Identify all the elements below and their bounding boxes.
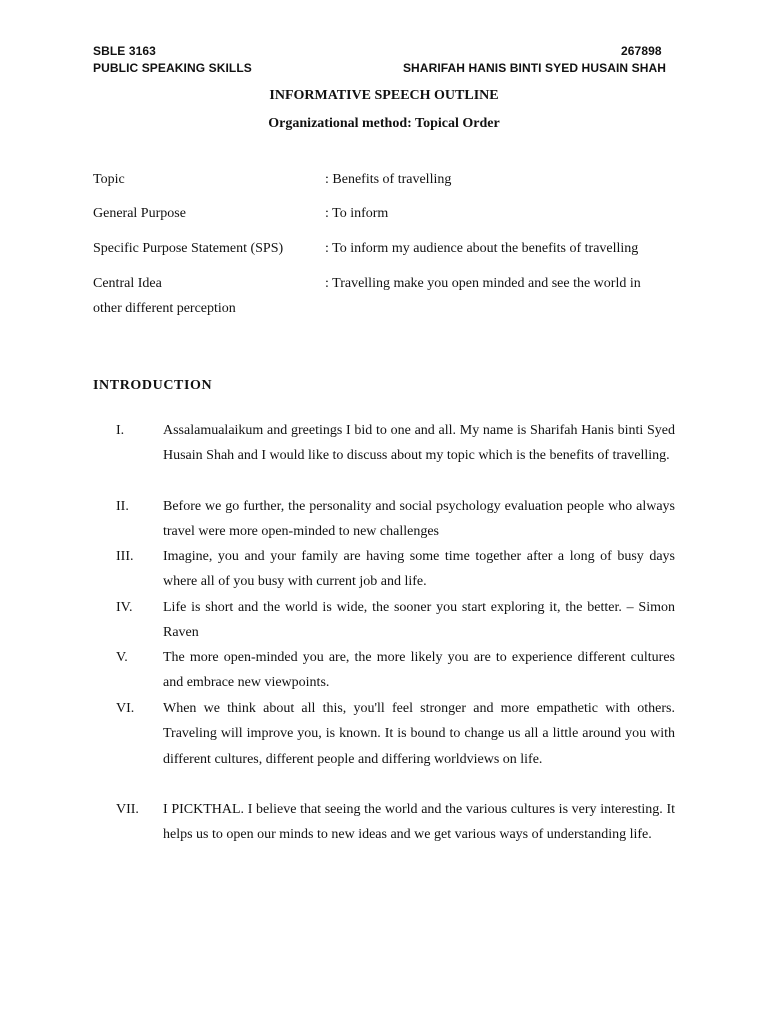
list-item <box>93 797 675 848</box>
list-item-text: I PICKTHAL. I believe that seeing the world and the various cultures is very interesting. It helps us to open our minds to new ideas and we get various ways of understanding life. <box>163 802 675 843</box>
list-item-number: II. <box>116 499 129 514</box>
organizational-method: Organizational method: Topical Order <box>268 116 500 131</box>
topic-value: : Benefits of travelling <box>325 172 452 187</box>
central-idea-continuation: other different perception <box>93 301 236 316</box>
list-item-text: The more open-minded you are, the more likely you are to experience different cultures and embrace new viewpoints. <box>163 650 675 691</box>
central-idea-label: Central Idea <box>93 276 162 291</box>
list-item-number: I. <box>116 423 125 438</box>
list-item-text: When we think about all this, you'll feel stronger and more empathetic with others. Traveling will improve you, is known. It is bound to change us all a little around you with different cultures, different people and differing worldviews on life. <box>163 701 675 767</box>
student-name: SHARIFAH HANIS BINTI SYED HUSAIN SHAH <box>402 61 666 75</box>
list-item-number: VI. <box>116 701 135 716</box>
list-item-number: VII. <box>116 802 139 817</box>
sps-label: Specific Purpose Statement (SPS) <box>93 241 284 256</box>
list-item-number: V. <box>116 650 128 665</box>
list-item <box>93 544 675 595</box>
central-idea-value: : Travelling make you open minded and see the world in <box>325 276 641 291</box>
student-id: 267898 <box>621 44 662 58</box>
list-item <box>93 418 675 469</box>
outline-title: INFORMATIVE SPEECH OUTLINE <box>269 88 499 103</box>
list-item-number: III. <box>116 549 134 564</box>
list-item <box>93 595 675 646</box>
list-item <box>93 696 675 772</box>
introduction-heading: INTRODUCTION <box>93 378 213 393</box>
list-item-text: Life is short and the world is wide, the sooner you start exploring it, the better. – Simon Raven <box>163 600 675 641</box>
list-item-text: Before we go further, the personality and social psychology evaluation people who always travel were more open-minded to new challenges <box>163 499 675 540</box>
course-code: SBLE 3163 <box>93 44 156 58</box>
list-item-text: Imagine, you and your family are having some time together after a long of busy days where all of you busy with current job and life. <box>163 549 675 590</box>
general-purpose-label: General Purpose <box>93 206 186 221</box>
course-name: PUBLIC SPEAKING SKILLS <box>93 61 252 75</box>
list-item-text: Assalamualaikum and greetings I bid to one and all. My name is Sharifah Hanis binti Syed Husain Shah and I would like to discuss about my topic which is the benefits of travelling. <box>163 423 675 464</box>
topic-label: Topic <box>93 172 125 187</box>
sps-value: : To inform my audience about the benefits of travelling <box>325 241 639 256</box>
list-item <box>93 494 675 545</box>
list-item-number: IV. <box>116 600 133 615</box>
general-purpose-value: : To inform <box>325 206 389 221</box>
list-item <box>93 645 675 696</box>
